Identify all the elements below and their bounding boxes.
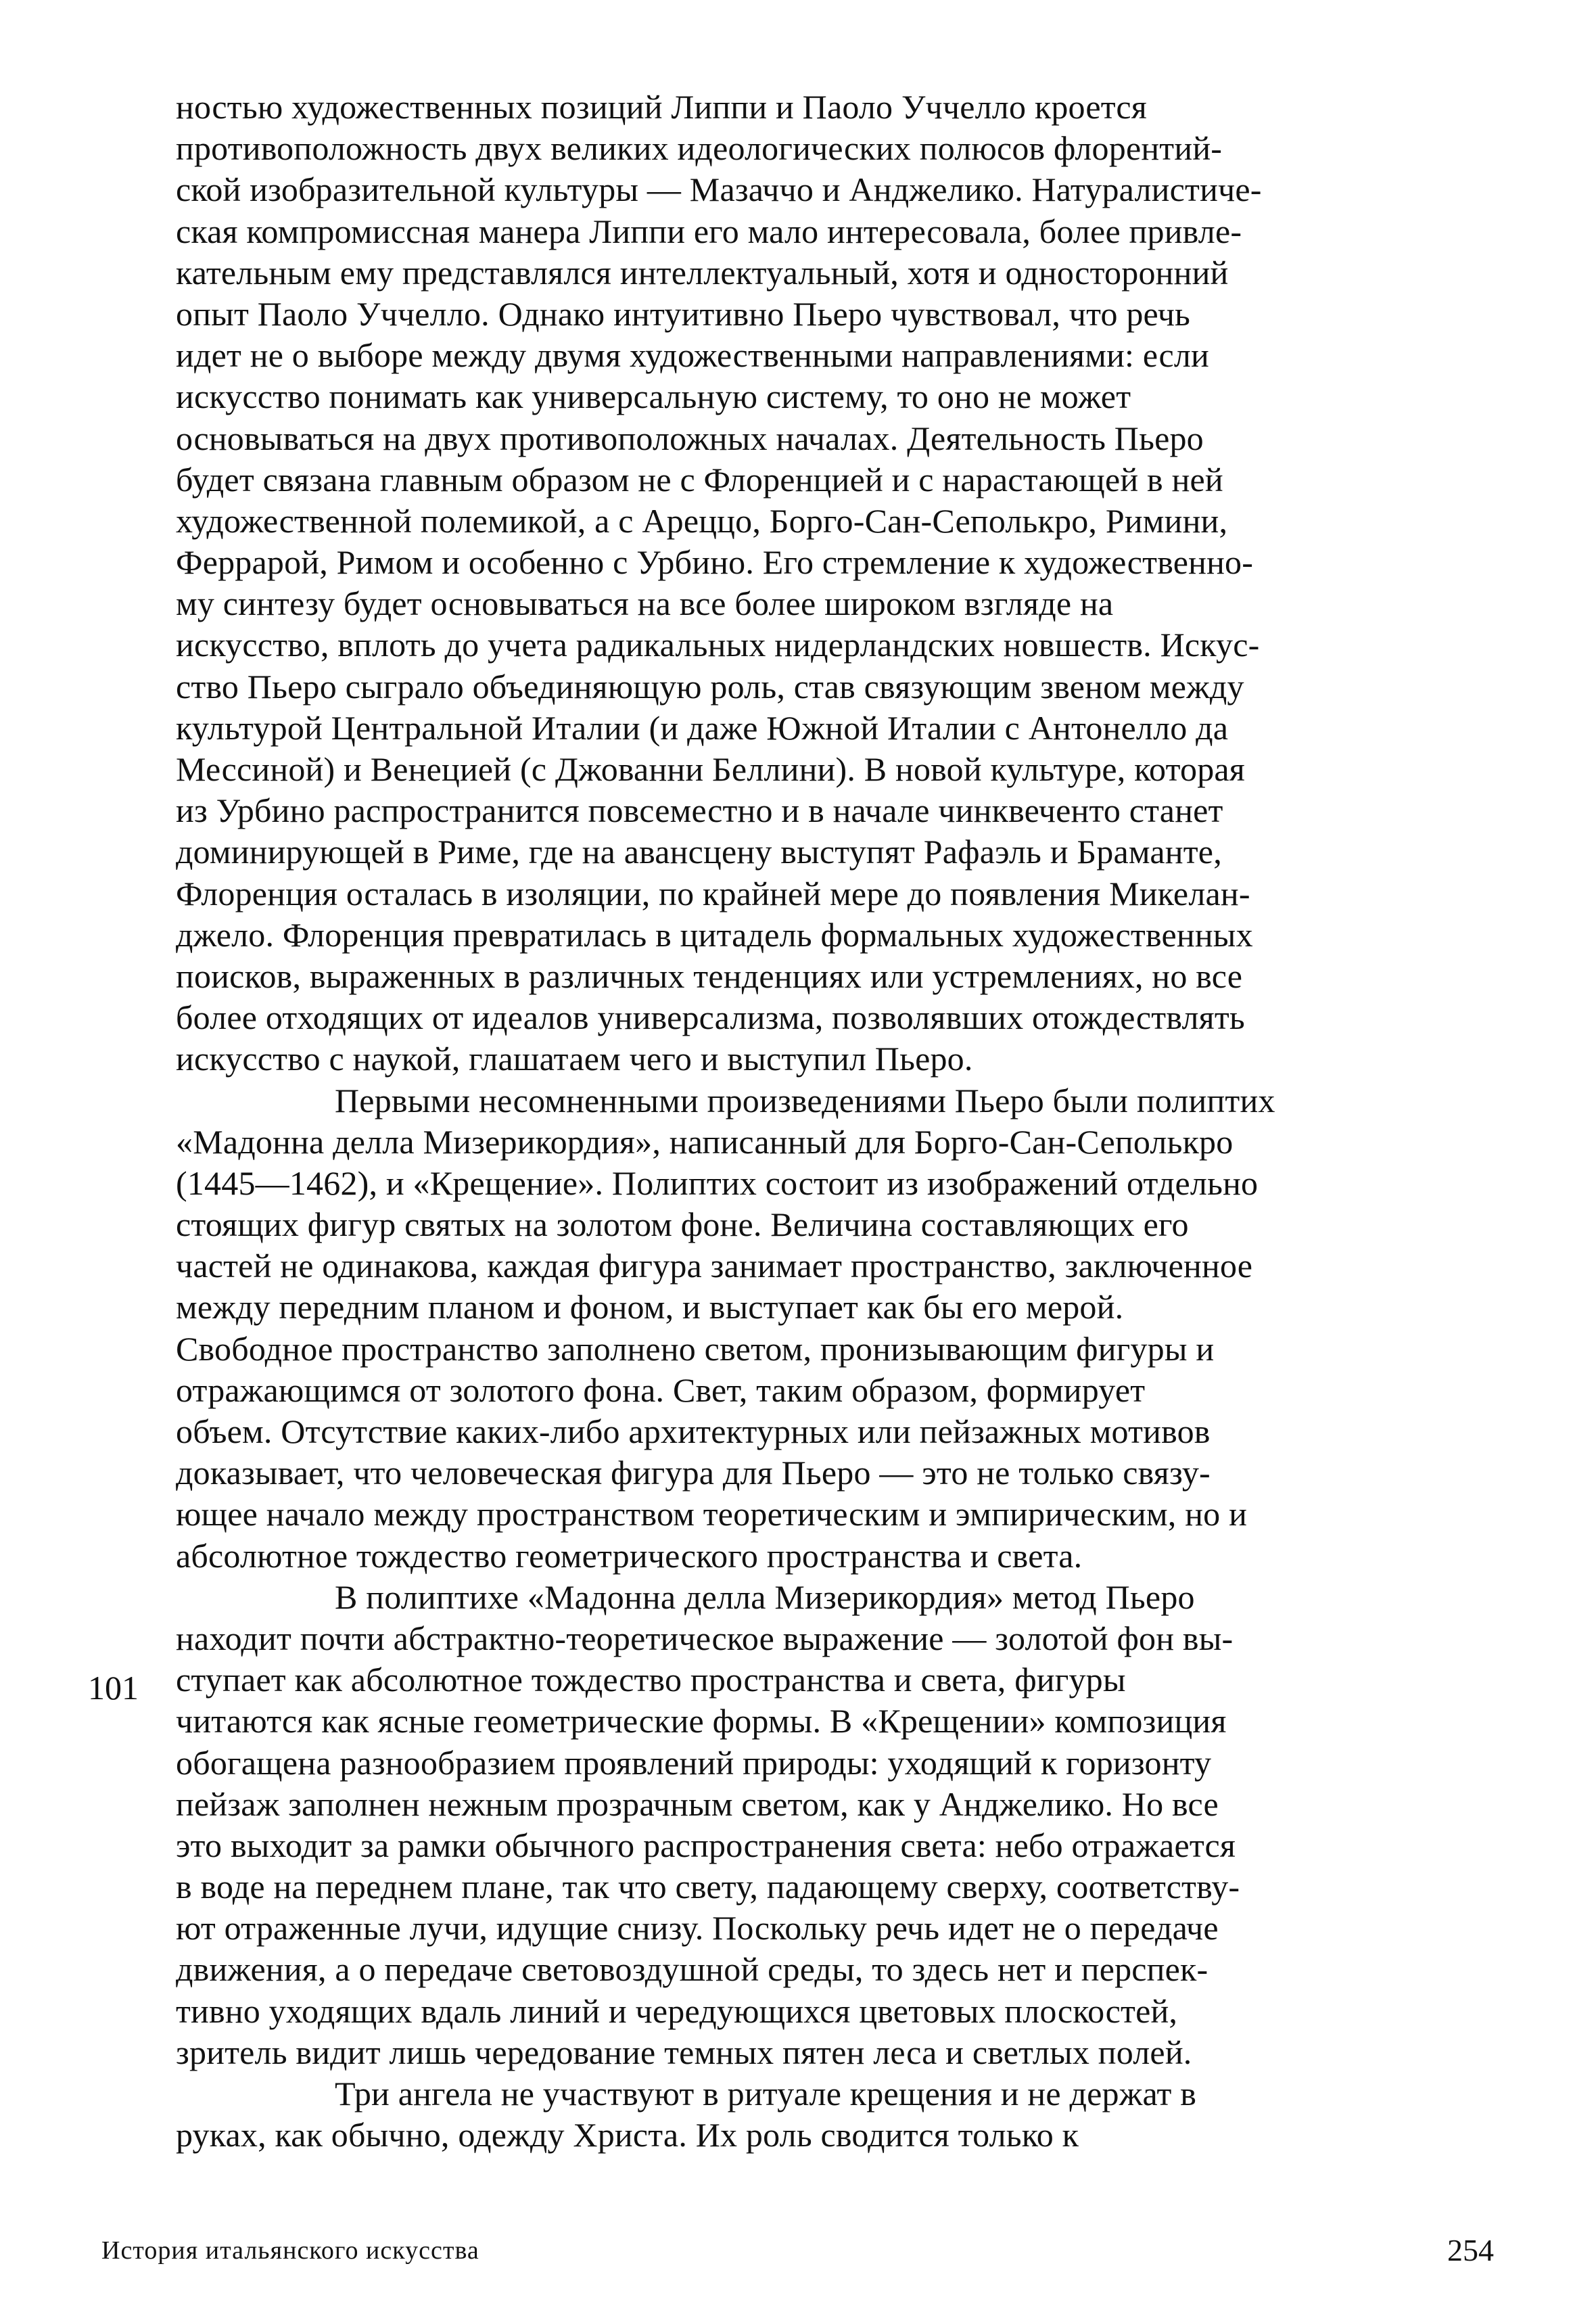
illustration-reference-number: 101 <box>88 1669 139 1707</box>
text-line: ской изобразительной культуры — Мазаччо и Анджелико. Натуралистиче- <box>176 170 1262 209</box>
text-line: в воде на переднем плане, так что свету, падающему сверху, соответству- <box>176 1868 1240 1906</box>
text-line: тивно уходящих вдаль линий и чередующихся цветовых плоскостей, <box>176 1991 1178 2030</box>
text-line: (1445—1462), и «Крещение». Полиптих состоит из изображений отдельно <box>176 1163 1259 1202</box>
text-line: стоящих фигур святых на золотом фоне. Величина составляющих его <box>176 1205 1189 1244</box>
text-line: противоположность двух великих идеологических полюсов флорентий- <box>176 129 1223 168</box>
text-line: искусство, вплоть до учета радикальных нидерландских новшеств. Искус- <box>176 626 1260 664</box>
text-line: обогащена разнообразием проявлений природы: уходящий к горизонту <box>176 1743 1212 1782</box>
text-line: му синтезу будет основываться на все более широком взгляде на <box>176 584 1114 623</box>
body-text <box>176 87 1495 2156</box>
text-line: Феррарой, Римом и особенно с Урбино. Его стремление к художественно- <box>176 543 1254 582</box>
text-line: «Мадонна делла Мизерикордия», написанный для Борго-Сан-Сеполькро <box>176 1122 1234 1161</box>
text-line: доминирующей в Риме, где на авансцену выступят Рафаэль и Браманте, <box>176 833 1222 871</box>
text-line: зритель видит лишь чередование темных пятен леса и светлых полей. <box>176 2033 1192 2071</box>
text-line: джело. Флоренция превратилась в цитадель формальных художественных <box>176 915 1253 954</box>
text-line: абсолютное тождество геометрического пространства и света. <box>176 1536 1083 1575</box>
text-line: это выходит за рамки обычного распространения света: небо отражается <box>176 1826 1236 1864</box>
paragraph-start-line: В полиптихе «Мадонна делла Мизерикордия» метод Пьеро <box>335 1577 1195 1616</box>
text-line: доказывает, что человеческая фигура для Пьеро — это не только связу- <box>176 1454 1211 1492</box>
text-line: культурой Центральной Италии (и даже Южной Италии с Антонелло да <box>176 708 1229 747</box>
text-line: искусство с наукой, глашатаем чего и выступил Пьеро. <box>176 1040 973 1078</box>
text-line: ностью художественных позиций Липпи и Паоло Уччелло кроется <box>176 88 1147 126</box>
text-line: ющее начало между пространством теоретическим и эмпирическим, но и <box>176 1495 1248 1533</box>
paragraph-start-line: Три ангела не участвуют в ритуале крещения и не держат в <box>335 2075 1197 2113</box>
text-line: руках, как обычно, одежду Христа. Их роль сводится только к <box>176 2116 1079 2154</box>
text-line: отражающимся от золотого фона. Свет, таким образом, формирует <box>176 1370 1146 1409</box>
text-line: из Урбино распространится повсеместно и в начале чинквеченто станет <box>176 791 1223 830</box>
text-line: частей не одинакова, каждая фигура занимает пространство, заключенное <box>176 1247 1253 1285</box>
text-line: кательным ему представлялся интеллектуальный, хотя и односторонний <box>176 253 1229 292</box>
text-line: ступает как абсолютное тождество пространства и света, фигуры <box>176 1661 1126 1699</box>
text-line: будет связана главным образом не с Флоренцией и с нарастающей в ней <box>176 460 1223 499</box>
text-line: читаются как ясные геометрические формы. В «Крещении» композиция <box>176 1702 1227 1740</box>
text-line: пейзаж заполнен нежным прозрачным светом, как у Анджелико. Но все <box>176 1784 1219 1823</box>
text-line: художественной полемикой, а с Ареццо, Борго-Сан-Сеполькро, Римини, <box>176 501 1228 540</box>
text-line: ская компромиссная манера Липпи его мало интересовала, более привле- <box>176 212 1242 250</box>
text-line: поисков, выраженных в различных тенденциях или устремлениях, но все <box>176 956 1243 995</box>
text-line: опыт Паоло Уччелло. Однако интуитивно Пьеро чувствовал, что речь <box>176 294 1191 333</box>
text-line: движения, а о передаче световоздушной среды, то здесь нет и перспек- <box>176 1950 1208 1989</box>
text-line: более отходящих от идеалов универсализма, позволявших отождествлять <box>176 998 1245 1037</box>
text-line: искусство понимать как универсальную систему, то оно не может <box>176 377 1131 416</box>
page-number: 254 <box>1447 2233 1494 2267</box>
text-line: идет не о выборе между двумя художественными направлениями: если <box>176 336 1209 375</box>
text-line: Флоренция осталась в изоляции, по крайней мере до появления Микелан- <box>176 874 1250 913</box>
text-line: Свободное пространство заполнено светом, пронизывающим фигуры и <box>176 1329 1215 1368</box>
text-line: объем. Отсутствие каких-либо архитектурных или пейзажных мотивов <box>176 1412 1211 1450</box>
paragraph-start-line: Первыми несомненными произведениями Пьеро были полиптих <box>335 1081 1275 1120</box>
running-footer-title: История итальянского искусства <box>101 2236 479 2265</box>
text-line: ют отраженные лучи, идущие снизу. Поскольку речь идет не о передаче <box>176 1909 1219 1947</box>
text-line: Мессиной) и Венецией (с Джованни Беллини). В новой культуре, которая <box>176 750 1245 788</box>
text-line: находит почти абстрактно-теоретическое выражение — золотой фон вы- <box>176 1619 1234 1657</box>
text-line: основываться на двух противоположных началах. Деятельность Пьеро <box>176 419 1204 457</box>
text-line: между передним планом и фоном, и выступает как бы его мерой. <box>176 1288 1124 1326</box>
text-line: ство Пьеро сыграло объединяющую роль, став связующим звеном между <box>176 667 1244 706</box>
